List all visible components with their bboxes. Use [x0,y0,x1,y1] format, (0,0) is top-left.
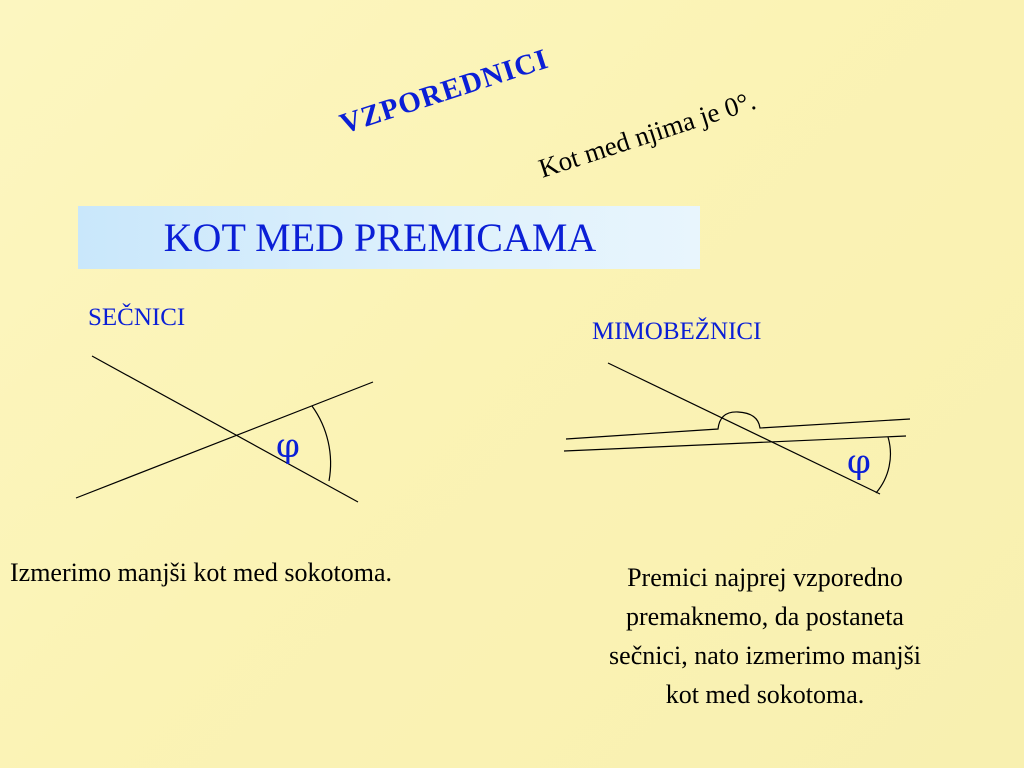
skew-caption-line: Premici najprej vzporedno [627,563,903,592]
skew-lines-label: MIMOBEŽNICI [592,318,762,345]
parallel-angle-note: Kot med njima je 0°. [535,85,760,184]
title-box [78,206,700,269]
intersecting-line-1 [92,356,358,502]
parallel-lines-label: VZPOREDNICI [336,42,553,141]
page-title: KOT MED PREMICAMA [163,215,597,260]
intersecting-line-2 [76,382,373,498]
angle-phi-symbol: φ [847,442,871,482]
intersecting-caption: Izmerimo manjši kot med sokotoma. [10,558,392,587]
skew-caption-line: premaknemo, da postaneta [626,602,904,631]
skew-caption [545,558,985,714]
angle-phi-symbol: φ [276,426,300,466]
skew-caption-line: kot med sokotoma. [665,680,865,709]
intersecting-lines-diagram [60,340,390,520]
skew-caption-line: sečnici, nato izmerimo manjši [609,641,921,670]
intersecting-lines-label: SEČNICI [88,304,186,331]
angle-arc [876,437,890,493]
skew-line-2 [608,363,880,494]
angle-arc [312,406,331,481]
skew-lines-diagram [550,355,920,505]
